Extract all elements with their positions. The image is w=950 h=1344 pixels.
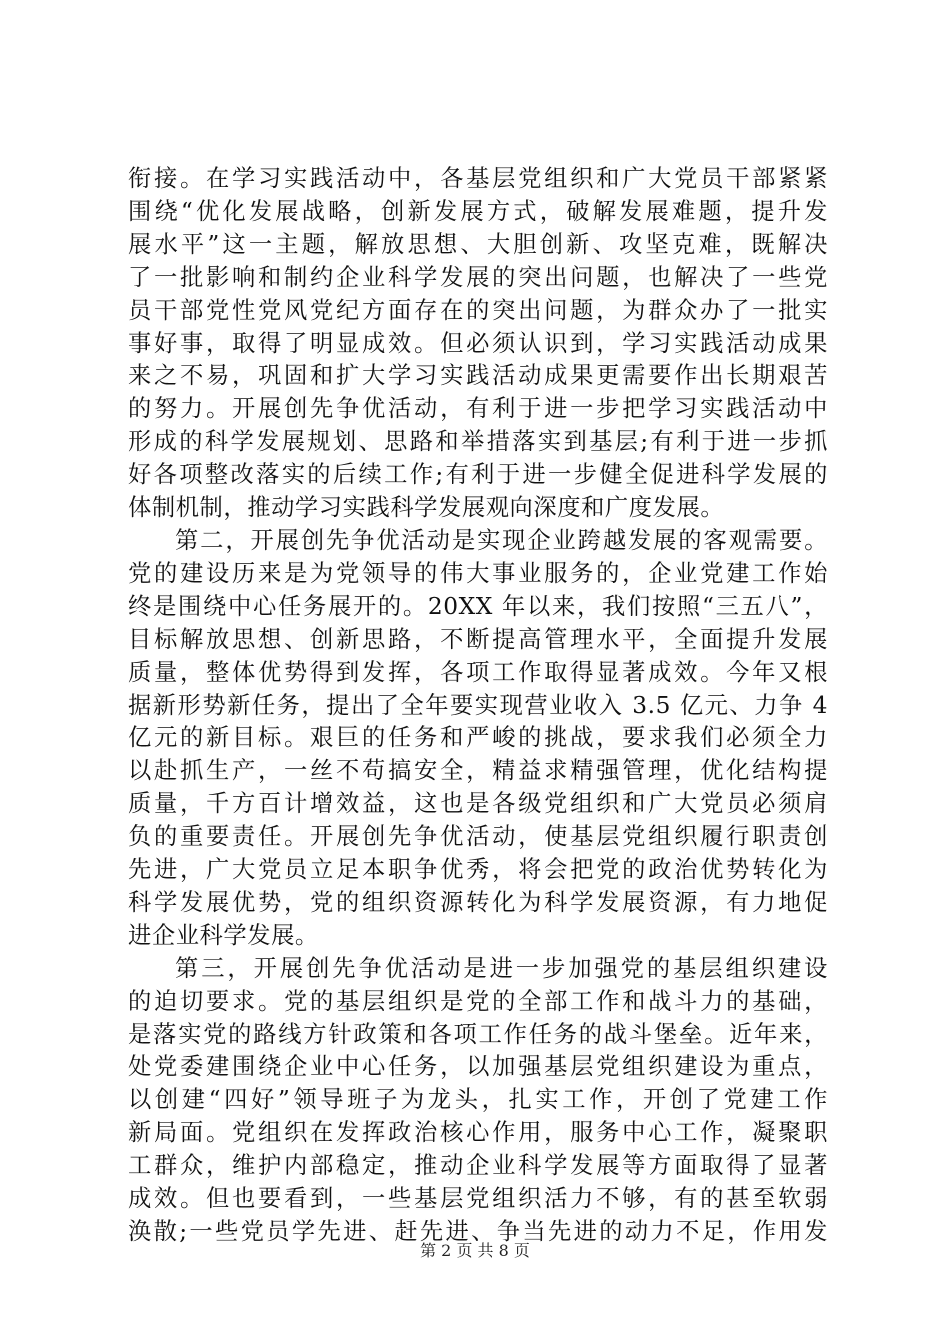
paragraph-1-line-10: 好各项整改落实的后续工作;有利于进一步健全促进科学发展的 xyxy=(128,461,828,489)
paragraph-2-line-7: 亿元的新目标。艰巨的任务和严峻的挑战，要求我们必须全力 xyxy=(128,724,828,752)
page-number-footer: 第 2 页 共 8 页 xyxy=(420,1241,530,1260)
paragraph-1-line-11: 体制机制，推动学习实践科学发展观向深度和广度发展。 xyxy=(128,494,725,522)
paragraph-2-line-12: 科学发展优势，党的组织资源转化为科学发展资源，有力地促 xyxy=(128,888,828,916)
paragraph-2-line-10: 负的重要责任。开展创先争优活动，使基层党组织履行职责创 xyxy=(128,823,828,851)
paragraph-2-line-3: 终是围绕中心任务展开的。20XX 年以来，我们按照“三五八”， xyxy=(128,592,828,620)
paragraph-2-line-8: 以赴抓生产，一丝不苟搞安全，精益求精强管理，优化结构提 xyxy=(128,757,828,785)
paragraph-3-line-6: 新局面。党组织在发挥政治核心作用，服务中心工作，凝聚职 xyxy=(128,1119,828,1147)
paragraph-3-line-7: 工群众，维护内部稳定，推动企业科学发展等方面取得了显著 xyxy=(128,1152,828,1180)
paragraph-2-line-5: 质量，整体优势得到发挥，各项工作取得显著成效。今年又根 xyxy=(128,658,828,686)
paragraph-2-line-2: 党的建设历来是为党领导的伟大事业服务的，企业党建工作始 xyxy=(128,559,828,587)
paragraph-3-line-8: 成效。但也要看到，一些基层党组织活力不够，有的甚至软弱 xyxy=(128,1185,828,1213)
body-text xyxy=(128,163,828,1249)
paragraph-1-line-7: 来之不易，巩固和扩大学习实践活动成果更需要作出长期艰苦 xyxy=(128,362,828,390)
paragraph-3-line-2: 的迫切要求。党的基层组织是党的全部工作和战斗力的基础， xyxy=(128,987,828,1015)
paragraph-1-line-8: 的努力。开展创先争优活动，有利于进一步把学习实践活动中 xyxy=(128,395,828,423)
paragraph-3-line-9: 涣散;一些党员学先进、赶先进、争当先进的动力不足，作用发 xyxy=(128,1218,828,1245)
paragraph-3-line-5: 以创建“四好”领导班子为龙头，扎实工作，开创了党建工作 xyxy=(128,1086,828,1114)
paragraph-2-line-9: 质量，千方百计增效益，这也是各级党组织和广大党员必须肩 xyxy=(128,790,828,818)
paragraph-3-line-3: 是落实党的路线方针政策和各项工作任务的战斗堡垒。近年来， xyxy=(128,1020,828,1048)
paragraph-3-line-1: 第三，开展创先争优活动是进一步加强党的基层组织建设 xyxy=(175,954,828,982)
paragraph-2-line-6: 据新形势新任务，提出了全年要实现营业收入 3.5 亿元、力争 4 xyxy=(128,691,828,719)
paragraph-2-line-1: 第二，开展创先争优活动是实现企业跨越发展的客观需要。 xyxy=(175,526,828,554)
paragraph-2-line-4: 目标解放思想、创新思路，不断提高管理水平，全面提升发展 xyxy=(128,625,828,653)
paragraph-1-line-9: 形成的科学发展规划、思路和举措落实到基层;有利于进一步抓 xyxy=(128,428,828,456)
paragraph-1-line-1: 衔接。在学习实践活动中，各基层党组织和广大党员干部紧紧 xyxy=(128,165,828,192)
paragraph-1-line-6: 事好事，取得了明显成效。但必须认识到，学习实践活动成果 xyxy=(128,329,828,357)
paragraph-1-line-5: 员干部党性党风党纪方面存在的突出问题，为群众办了一批实 xyxy=(128,296,828,324)
paragraph-2-line-11: 先进，广大党员立足本职争优秀，将会把党的政治优势转化为 xyxy=(128,856,828,884)
paragraph-1-line-2: 围绕“优化发展战略，创新发展方式，破解发展难题，提升发 xyxy=(128,197,828,225)
paragraph-3-line-4: 处党委建围绕企业中心任务，以加强基层党组织建设为重点， xyxy=(128,1053,828,1081)
paragraph-2-line-13: 进企业科学发展。 xyxy=(128,921,319,949)
paragraph-1-line-3: 展水平”这一主题，解放思想、大胆创新、攻坚克难，既解决 xyxy=(128,230,828,258)
paragraph-1-line-4: 了一批影响和制约企业科学发展的突出问题，也解决了一些党 xyxy=(128,263,828,291)
